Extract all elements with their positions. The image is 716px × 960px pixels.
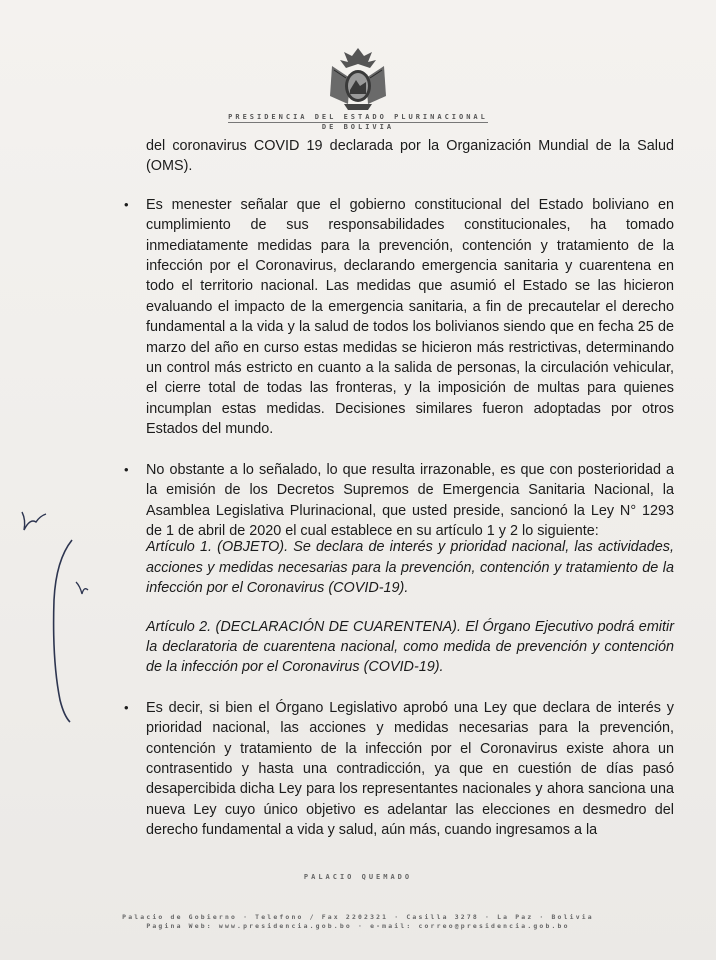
bullet-marker: •	[124, 196, 129, 212]
footer-address: Palacio de Gobierno · Telefono / Fax 2202321 · Casilla 3278 · La Paz · Bolivia	[122, 913, 594, 921]
bullet-marker: •	[124, 699, 129, 715]
bullet-paragraph-1	[124, 195, 674, 440]
quoted-articles	[146, 537, 674, 677]
handwritten-marginal-mark	[0, 0, 140, 960]
paragraph-text: No obstante a lo señalado, lo que resulta irrazonable, es que con posterioridad a la emisión de los Decretos Supremos de Emergencia Sanitaria Nacional, la Asamblea Legislativa Plurinacional, que usted preside, sancionó la Ley N° 1293 de 1 de abril de 2020 el cual establece en su artículo 1 y 2 lo siguiente:	[146, 461, 674, 539]
bolivia-coat-of-arms-emblem	[322, 44, 394, 112]
bullet-paragraph-3	[124, 698, 674, 841]
quote-article-1: Artículo 1. (OBJETO). Se declara de interés y prioridad nacional, las actividades, acciones y medidas necesarias para la prevención, contención y tratamiento de la infección por el Coronavirus (COVID-19).	[146, 539, 674, 597]
bullet-paragraph-2	[124, 460, 674, 542]
quote-article-2: Artículo 2. (DECLARACIÓN DE CUARENTENA). El Órgano Ejecutivo podrá emitir la declaratoria de cuarentena nacional, como medida de prevención y contención de la infección por el Coronavirus (COVID-19).	[146, 618, 674, 676]
footer-building-name: PALACIO QUEMADO	[303, 873, 413, 881]
bullet-marker: •	[124, 461, 129, 477]
paragraph-text: Es decir, si bien el Órgano Legislativo aprobó una Ley que declara de interés y prioridad nacional, las acciones y medidas necesarias para la prevención, contención y tratamiento de la infección por el Coronavirus existe ahora un contrasentido y hasta una contradicción, ya que en cuestión de días pasó desapercibida dicha Ley para los representantes nacionales y ahora sanciona una nueva Ley cuyo único objetivo es adelantar las elecciones en desmedro del derecho fundamental a vida y salud, aún más, cuando ingresamos a la	[146, 699, 674, 839]
lead-paragraph: del coronavirus COVID 19 declarada por la Organización Mundial de la Salud (OMS).	[146, 138, 674, 175]
footer-web: Pagina Web: www.presidencia.gob.bo · e-mail: correo@presidencia.gob.bo	[146, 922, 570, 930]
paragraph-text: Es menester señalar que el gobierno constitucional del Estado boliviano en cumplimiento de sus responsabilidades constitucionales, ha tomado inmediatamente medidas para la prevención, contención y tratamiento de la infección por el Coronavirus, declarando emergencia sanitaria y cuarentena en todo el territorio nacional. Las medidas que asumió el Estado se las hicieron evaluando el impacto de la emergencia sanitaria, a fin de precautelar el derecho fundamental a la vida y la salud de todos los bolivianos siendo que en fecha 25 de marzo del año en curso estas medidas se hicieron más restrictivas, determinando un control más estricto en cuanto a la salida de personas, la circulación vehicular, el cierre total de todas las fronteras, y la imposición de multas para quienes incumplan estas medidas. Decisiones similares fueron adoptadas por otros Estados del mundo.	[146, 196, 674, 438]
letterhead-line-1: PRESIDENCIA DEL ESTADO PLURINACIONAL	[228, 113, 488, 121]
document-body	[124, 136, 674, 861]
letterhead-subtitle: DE BOLIVIA	[321, 123, 395, 131]
letterhead-title	[0, 113, 716, 123]
